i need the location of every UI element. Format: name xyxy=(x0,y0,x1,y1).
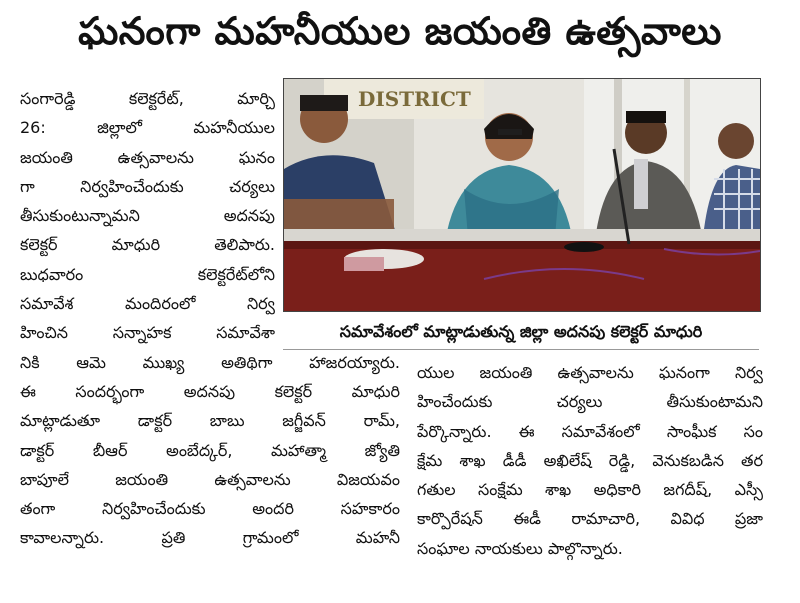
article-line: పేర్కొన్నారు. ఈ సమావేశంలో సాంఘీక సం xyxy=(417,421,763,441)
article-line: కావాలన్నారు. ప్రతి గ్రామంలో మహనీ xyxy=(20,528,400,548)
article-line: హించిన సన్నాహక సమావేశా xyxy=(20,323,275,343)
article-line: డాక్టర్ బీఆర్ అంబేద్కర్, మహాత్మా జ్యోతి xyxy=(20,440,400,460)
article-line: మాట్లాడుతూ డాక్టర్ బాబు జగ్జీవన్ రామ్, xyxy=(20,411,400,431)
photo-caption: సమావేశంలో మాట్లాడుతున్న జిల్లా అదనపు కలెక్టర్ మాధురి xyxy=(283,315,759,350)
article-line: బుధవారం కలెక్టరేట్‌లోని xyxy=(20,264,275,284)
article-right-column xyxy=(417,358,763,563)
article-line: బాపూలే జయంతి ఉత్సవాలను విజయవం xyxy=(20,469,400,489)
article-left-column xyxy=(20,84,400,553)
article-line: నికి ఆమె ముఖ్య అతిథిగా హాజరయ్యారు. xyxy=(20,352,400,372)
article-line: గా నిర్వహించేందుకు చర్యలు xyxy=(20,176,275,196)
article-line: తీసుకుంటున్నామని అదనపు xyxy=(20,206,275,226)
article-line: సమావేశ మందిరంలో నిర్వ xyxy=(20,294,275,314)
article-line: తంగా నిర్వహించేందుకు అందరి సహకారం xyxy=(20,499,400,519)
banner-text: DISTRICT xyxy=(358,87,471,111)
article-line: క్షేమ శాఖ డీడీ అఖిలేష్ రెడ్డి, వెనుకబడిన తర xyxy=(417,450,763,470)
article-line: కలెక్టర్ మాధురి తెలిపారు. xyxy=(20,235,275,255)
article-line: హించేందుకు చర్యలు తీసుకుంటామని xyxy=(417,392,763,412)
article-line: సంగారెడ్డి కలెక్టరేట్, మార్చి xyxy=(20,89,275,108)
article-line: యుల జయంతి ఉత్సవాలను ఘనంగా నిర్వ xyxy=(417,363,763,382)
article-line: సంఘాల నాయకులు పాల్గొన్నారు. xyxy=(417,538,623,558)
article-line: ఈ సందర్భంగా అదనపు కలెక్టర్ మాధురి xyxy=(20,381,400,401)
article-line: 26: జిల్లాలో మహనీయుల xyxy=(20,118,275,138)
meeting-photo-illustration xyxy=(284,79,760,311)
news-photo xyxy=(283,78,761,312)
article-line: కార్పొరేషన్ ఈడీ రామాచారి, వివిధ ప్రజా xyxy=(417,509,763,529)
article-line: గతుల సంక్షేమ శాఖ అధికారి జగదీష్, ఎస్సీ xyxy=(417,480,763,500)
article-line: జయంతి ఉత్సవాలను ఘనం xyxy=(20,147,275,167)
headline: ఘనంగా మహనీయుల జయంతి ఉత్సవాలు xyxy=(78,9,722,53)
